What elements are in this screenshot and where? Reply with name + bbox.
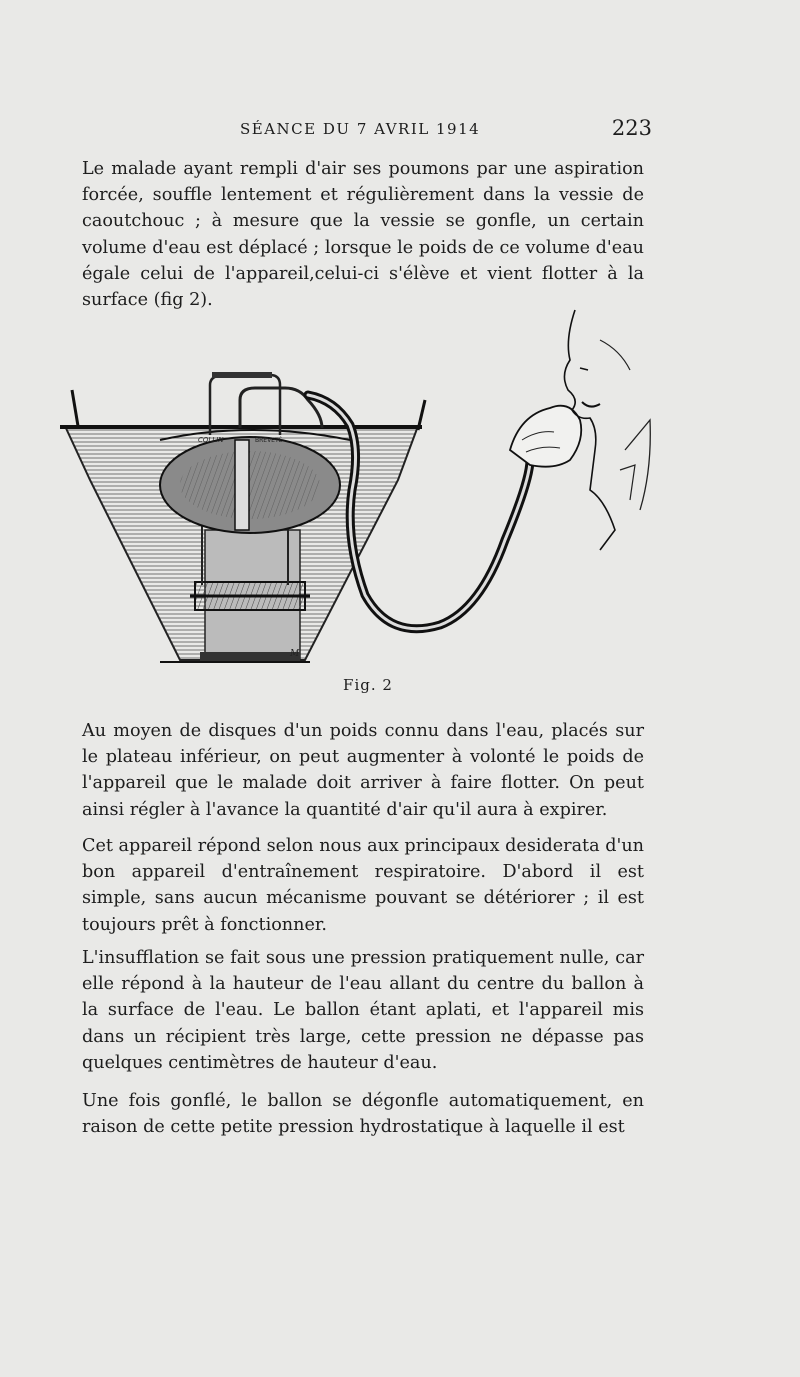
apparatus-illustration bbox=[60, 300, 660, 680]
paragraph-1: Le malade ayant rempli d'air ses poumons par une aspiration forcée, souffle lentement et régulièrement dans la vessie de caoutchouc ; à mesure que la vessie se gonfle, un certain volume d'eau est déplacé ; lorsque le poids de ce volume d'eau égale celui de l'appareil,celui-ci s'élève et vient flotter à la surface (fig 2). bbox=[82, 159, 644, 311]
paragraph-3: Cet appareil répond selon nous aux principaux desiderata d'un bon appareil d'entraînement respiratoire. D'abord il est simple, sans aucun mécanisme pouvant se détériorer ; il est toujours prêt à fonctionner. bbox=[82, 836, 644, 935]
paragraph-5: Une fois gonflé, le ballon se dégonfle automatiquement, en raison de cette petite pression hydrostatique à laquelle il est bbox=[82, 1091, 644, 1138]
page-number: 223 bbox=[611, 116, 652, 140]
paragraph-4: L'insufflation se fait sous une pression pratiquement nulle, car elle répond à la hauteur de l'eau allant du centre du ballon à la surface de l'eau. Le ballon étant aplati, et l'appareil mis dans un récipient très large, cette pression ne dépasse pas quelques centimètres de hauteur d'eau. bbox=[82, 948, 644, 1073]
running-head: SÉANCE DU 7 AVRIL 1914 bbox=[240, 120, 481, 138]
scale-gauge bbox=[235, 440, 249, 530]
paragraph-2: Au moyen de disques d'un poids connu dans l'eau, placés sur le plateau inférieur, on peut augmenter à volonté le poids de l'appareil que le malade doit arriver à faire flotter. On peut ainsi régler à l'avance la quantité d'air qu'il aura à expirer. bbox=[82, 721, 644, 820]
svg-text:M: M bbox=[290, 649, 300, 659]
page-header bbox=[82, 116, 652, 146]
patient-hand bbox=[510, 406, 581, 467]
maker-label: COLLIN bbox=[198, 436, 224, 444]
figure-caption: Fig. 2 bbox=[343, 676, 393, 694]
figure-breathing-apparatus bbox=[60, 300, 660, 680]
brevete-label: BREVETÉ bbox=[255, 437, 283, 444]
